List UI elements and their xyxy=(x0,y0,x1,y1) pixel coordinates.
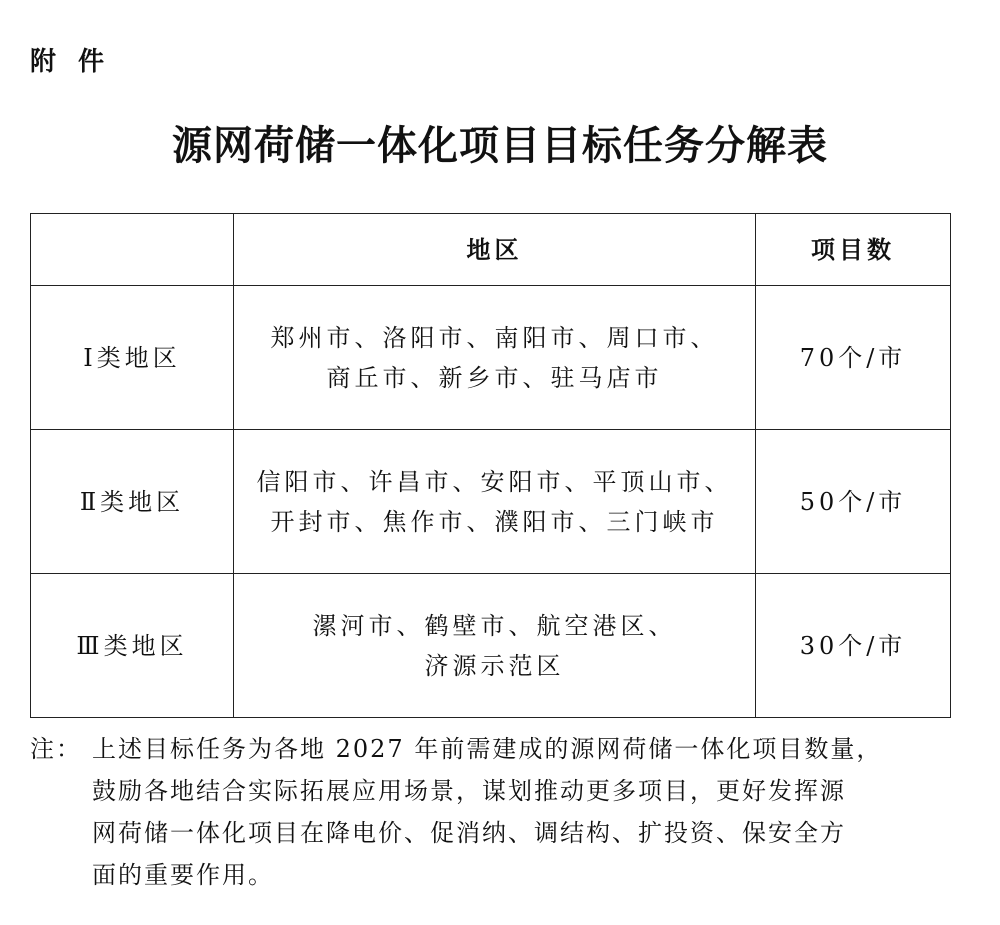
count-cell: 30个/市 xyxy=(756,574,951,718)
region-line: 开封市、焦作市、濮阳市、三门峡市 xyxy=(270,507,719,536)
region-line: 济源示范区 xyxy=(424,651,565,680)
region-line: 商丘市、新乡市、驻马店市 xyxy=(326,363,663,392)
note-line: 面的重要作用。 xyxy=(92,861,274,889)
header-count: 项目数 xyxy=(756,214,951,286)
table-header-row xyxy=(31,214,951,286)
note-body xyxy=(92,728,950,896)
count-cell: 70个/市 xyxy=(756,286,951,430)
table-row xyxy=(31,286,951,430)
header-class xyxy=(31,214,234,286)
note-line: 鼓励各地结合实际拓展应用场景，谋划推动更多项目，更好发挥源 xyxy=(92,777,846,805)
region-cell xyxy=(234,286,756,430)
class-cell: Ⅰ类地区 xyxy=(31,286,234,430)
document-title: 源网荷储一体化项目目标任务分解表 xyxy=(172,123,828,169)
count-cell: 50个/市 xyxy=(756,430,951,574)
region-cell xyxy=(234,574,756,718)
attachment-label: 附件 xyxy=(30,47,127,77)
region-line: 郑州市、洛阳市、南阳市、周口市、 xyxy=(270,323,719,352)
table-note xyxy=(30,728,950,896)
class-cell: Ⅲ类地区 xyxy=(31,574,234,718)
region-line: 信阳市、许昌市、安阳市、平顶山市、 xyxy=(256,467,733,496)
region-line: 漯河市、鹤壁市、航空港区、 xyxy=(312,611,677,640)
note-line: 上述目标任务为各地 2027 年前需建成的源网荷储一体化项目数量， xyxy=(92,735,883,763)
target-task-table xyxy=(30,213,951,718)
table-row xyxy=(31,430,951,574)
header-region: 地区 xyxy=(234,214,756,286)
table-row xyxy=(31,574,951,718)
class-cell: Ⅱ类地区 xyxy=(31,430,234,574)
note-prefix: 注： xyxy=(30,735,82,763)
note-line: 网荷储一体化项目在降电价、促消纳、调结构、扩投资、保安全方 xyxy=(92,819,846,847)
region-cell xyxy=(234,430,756,574)
